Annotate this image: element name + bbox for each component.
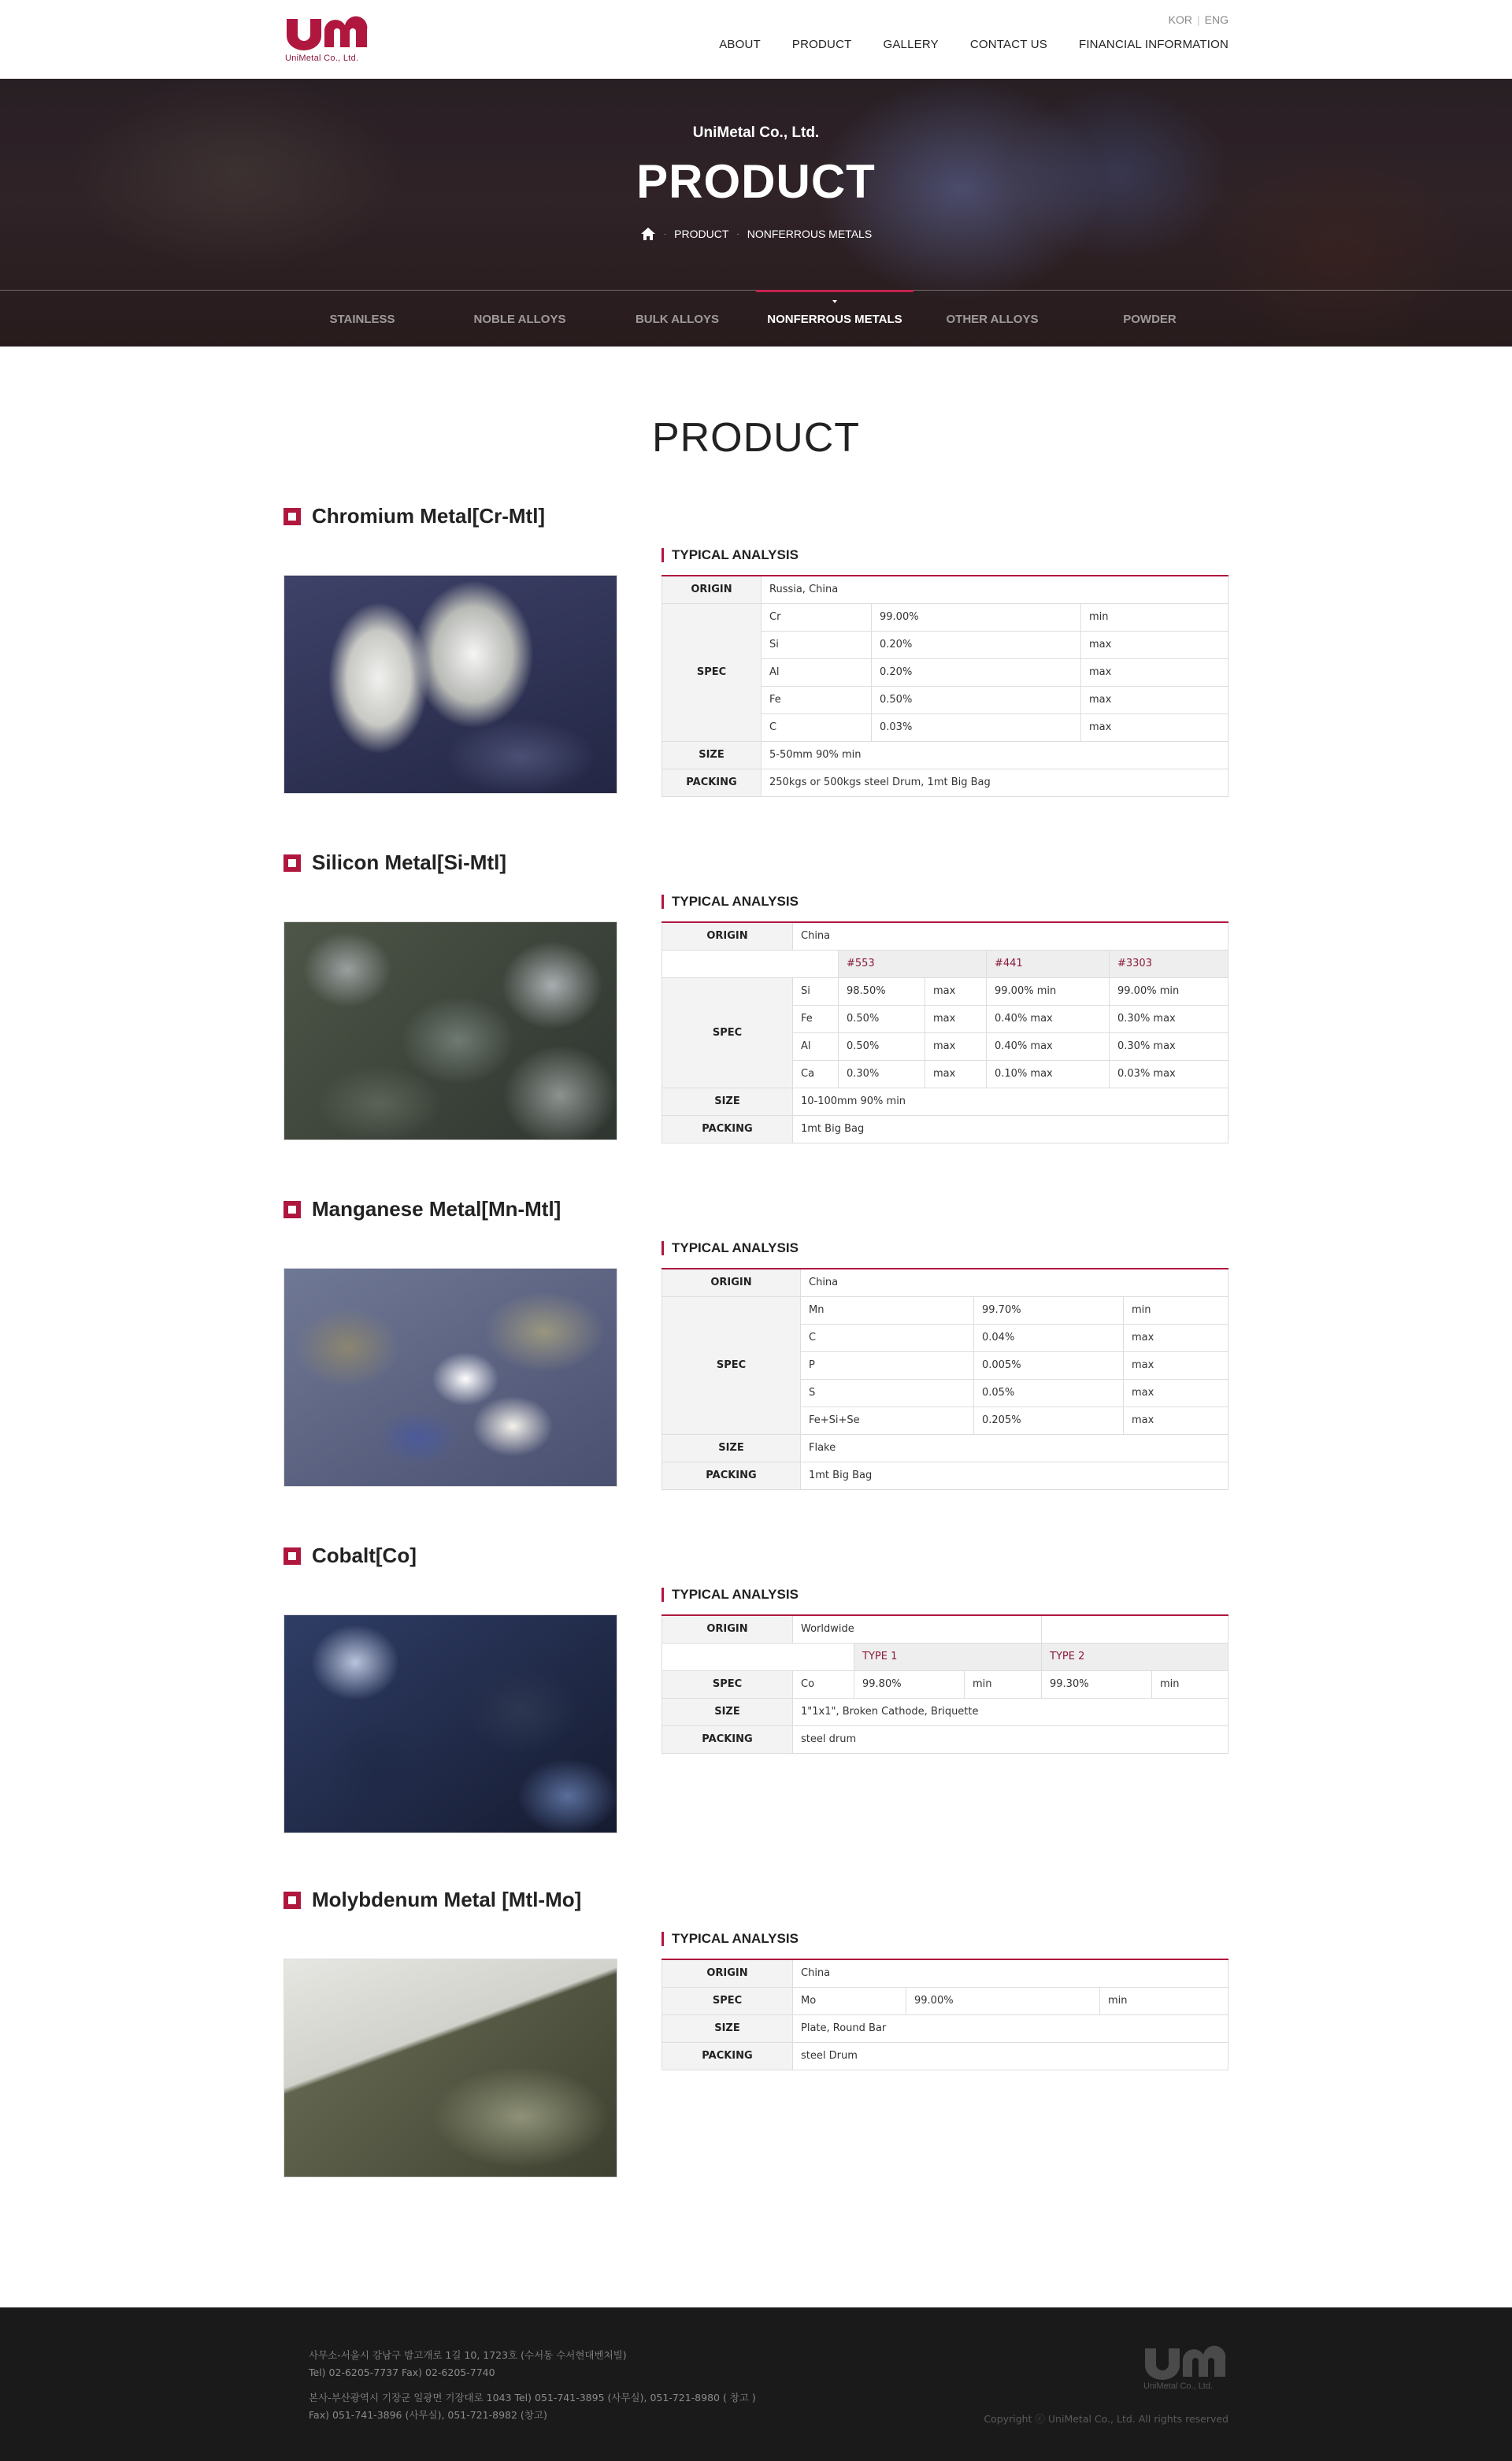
table-cell: 99.00% <box>906 1987 1100 2014</box>
table-cell: Si <box>793 977 839 1005</box>
table-cell: PACKING <box>662 769 762 796</box>
table-row <box>662 603 1228 631</box>
bullet-square-icon <box>284 508 301 525</box>
table-cell: ORIGIN <box>662 922 793 950</box>
table-cell: max <box>1081 686 1228 713</box>
table-row <box>662 1615 1228 1643</box>
table-cell: 0.50% <box>839 1032 925 1060</box>
table-cell: min <box>1100 1987 1228 2014</box>
table-cell: Fe <box>762 686 872 713</box>
analysis-table <box>662 1959 1228 2070</box>
product-photo <box>284 921 617 1140</box>
table-cell: 5-50mm 90% min <box>762 741 1228 769</box>
table-row <box>662 1698 1228 1725</box>
table-cell <box>1042 1615 1228 1643</box>
table-cell: 0.30% <box>839 1060 925 1088</box>
table-cell: max <box>1081 658 1228 686</box>
table-cell: Worldwide <box>793 1615 1042 1643</box>
table-cell: min <box>1081 603 1228 631</box>
table-cell: 250kgs or 500kgs steel Drum, 1mt Big Bag <box>762 769 1228 796</box>
table-cell: 0.20% <box>872 658 1081 686</box>
table-row <box>662 2042 1228 2070</box>
table-cell: 0.05% <box>974 1379 1124 1407</box>
table-cell: Co <box>793 1670 854 1698</box>
table-cell: PACKING <box>662 1115 793 1143</box>
product-photo <box>284 1614 617 1833</box>
table-cell: 0.50% <box>872 686 1081 713</box>
bullet-square-icon <box>284 1201 301 1218</box>
table-row <box>662 1088 1228 1115</box>
copyright: Copyright ⓒ UniMetal Co., Ltd. All rights reserved <box>984 2413 1228 2425</box>
table-cell: China <box>793 1959 1228 1987</box>
analysis-table <box>662 1268 1228 1490</box>
typical-analysis-label: TYPICAL ANALYSIS <box>662 548 799 562</box>
bullet-square-icon <box>284 854 301 872</box>
table-cell: Mo <box>793 1987 906 2014</box>
table-cell: Mn <box>801 1296 974 1324</box>
table-cell: SPEC <box>662 1296 801 1434</box>
table-cell: SIZE <box>662 2014 793 2042</box>
table-cell: SPEC <box>662 1987 793 2014</box>
subnav-bulk-alloys[interactable]: BULK ALLOYS <box>635 312 720 326</box>
hq-fax: Fax) 051-741-3896 (사무실), 051-721-8982 (창고) <box>309 2409 547 2421</box>
subnav-noble-alloys[interactable]: NOBLE ALLOYS <box>473 312 566 326</box>
table-cell: Cr <box>762 603 872 631</box>
footer-logo-caption: UniMetal Co., Ltd. <box>1143 2381 1214 2391</box>
office-contact: Tel) 02-6205-7737 Fax) 02-6205-7740 <box>309 2366 495 2378</box>
table-cell: 0.50% <box>839 1005 925 1032</box>
product-name: Cobalt[Co] <box>312 1544 417 1567</box>
table-cell: steel drum <box>793 1725 1228 1753</box>
table-cell: min <box>1124 1296 1228 1324</box>
table-cell: 0.40% max <box>987 1005 1110 1032</box>
typical-analysis-label: TYPICAL ANALYSIS <box>662 895 799 909</box>
language-switcher: KOR | ENG <box>1168 13 1228 26</box>
lang-kor-link[interactable]: KOR <box>1168 13 1193 26</box>
table-cell: PACKING <box>662 2042 793 2070</box>
subnav-other-alloys[interactable]: OTHER ALLOYS <box>946 312 1039 326</box>
logo[interactable] <box>284 16 370 66</box>
table-cell: Fe+Si+Se <box>801 1407 974 1434</box>
table-cell: 99.00% min <box>987 977 1110 1005</box>
breadcrumb-product[interactable]: PRODUCT <box>674 228 729 240</box>
table-row <box>662 977 1228 1005</box>
breadcrumb-nonferrous[interactable]: NONFERROUS METALS <box>747 228 873 240</box>
table-cell: Al <box>793 1032 839 1060</box>
table-cell: China <box>793 922 1228 950</box>
nav-product[interactable]: PRODUCT <box>791 38 852 51</box>
table-cell: 99.00% min <box>1110 977 1228 1005</box>
table-cell: Plate, Round Bar <box>793 2014 1228 2042</box>
table-cell: #441 <box>987 950 1110 977</box>
table-cell: 0.005% <box>974 1351 1124 1379</box>
hero-banner <box>0 79 1512 347</box>
table-cell: SPEC <box>662 603 762 741</box>
table-row <box>662 1462 1228 1489</box>
table-cell: ORIGIN <box>662 576 762 603</box>
nav-contact-us[interactable]: CONTACT US <box>969 38 1047 51</box>
table-cell: Si <box>762 631 872 658</box>
product-name: Manganese Metal[Mn-Mtl] <box>312 1197 561 1221</box>
table-cell: 99.00% <box>872 603 1081 631</box>
nav-gallery[interactable]: GALLERY <box>883 38 939 51</box>
table-cell: PACKING <box>662 1725 793 1753</box>
table-cell: TYPE 1 <box>854 1643 1042 1670</box>
office-address: 사무소-서울시 강남구 밤고개로 1길 10, 1723호 (수서동 수서현대벤처빌) <box>309 2349 627 2361</box>
table-cell: max <box>925 977 987 1005</box>
footer-logo <box>1142 2345 1228 2392</box>
hero-title: PRODUCT <box>636 155 876 208</box>
subnav-stainless[interactable]: STAINLESS <box>329 312 395 326</box>
home-icon[interactable] <box>640 227 656 241</box>
table-cell: 0.03% max <box>1110 1060 1228 1088</box>
table-cell: 99.80% <box>854 1670 965 1698</box>
table-row <box>662 1987 1228 2014</box>
sub-nav <box>0 290 1512 347</box>
table-cell: 1"1x1", Broken Cathode, Briquette <box>793 1698 1228 1725</box>
table-cell: SPEC <box>662 977 793 1088</box>
table-row <box>662 1959 1228 1987</box>
table-cell: Ca <box>793 1060 839 1088</box>
table-row <box>662 1643 1228 1670</box>
analysis-table <box>662 575 1228 797</box>
table-cell: max <box>925 1060 987 1088</box>
table-cell: 10-100mm 90% min <box>793 1088 1228 1115</box>
bullet-square-icon <box>284 1892 301 1909</box>
product-photo <box>284 1268 617 1487</box>
table-cell: Russia, China <box>762 576 1228 603</box>
table-row <box>662 950 1228 977</box>
table-row <box>662 741 1228 769</box>
nav-about[interactable]: ABOUT <box>719 38 761 51</box>
table-row <box>662 922 1228 950</box>
table-cell: P <box>801 1351 974 1379</box>
footer-address <box>309 2347 756 2424</box>
table-cell: Al <box>762 658 872 686</box>
table-row <box>662 1296 1228 1324</box>
table-cell: ORIGIN <box>662 1269 801 1296</box>
table-cell: China <box>801 1269 1228 1296</box>
table-cell <box>662 950 839 977</box>
table-cell: max <box>1124 1379 1228 1407</box>
subnav-nonferrous-metals[interactable]: NONFERROUS METALS <box>756 290 914 347</box>
table-cell: ORIGIN <box>662 1959 793 1987</box>
table-cell: steel Drum <box>793 2042 1228 2070</box>
table-cell: Flake <box>801 1434 1228 1462</box>
table-cell: max <box>925 1032 987 1060</box>
product-name: Molybdenum Metal [Mtl-Mo] <box>312 1888 582 1911</box>
subnav-powder[interactable]: POWDER <box>1123 312 1177 326</box>
table-cell: S <box>801 1379 974 1407</box>
table-cell: max <box>1124 1324 1228 1351</box>
table-cell: SIZE <box>662 1698 793 1725</box>
table-cell: TYPE 2 <box>1042 1643 1228 1670</box>
table-cell: SIZE <box>662 1434 801 1462</box>
table-row <box>662 1115 1228 1143</box>
table-cell <box>662 1643 854 1670</box>
table-cell: SIZE <box>662 1088 793 1115</box>
main-nav <box>719 38 1228 51</box>
table-cell: ORIGIN <box>662 1615 793 1643</box>
table-cell: 0.04% <box>974 1324 1124 1351</box>
product-name: Silicon Metal[Si-Mtl] <box>312 851 506 874</box>
product-photo <box>284 1959 617 2177</box>
table-cell: 0.10% max <box>987 1060 1110 1088</box>
hq-address: 본사-부산광역시 기장군 일광면 기장대로 1043 Tel) 051-741-3895 (사무실), 051-721-8980 ( 창고 ) <box>309 2392 756 2404</box>
table-cell: 98.50% <box>839 977 925 1005</box>
table-cell: max <box>1081 713 1228 741</box>
product-photo <box>284 575 617 794</box>
site-header <box>0 0 1512 79</box>
table-cell: max <box>1124 1351 1228 1379</box>
table-cell: 1mt Big Bag <box>793 1115 1228 1143</box>
lang-eng-link[interactable]: ENG <box>1204 13 1228 26</box>
table-cell: 0.20% <box>872 631 1081 658</box>
table-cell: 99.70% <box>974 1296 1124 1324</box>
table-cell: max <box>1081 631 1228 658</box>
typical-analysis-label: TYPICAL ANALYSIS <box>662 1241 799 1255</box>
logo-caption: UniMetal Co., Ltd. <box>285 54 359 63</box>
table-cell: 0.40% max <box>987 1032 1110 1060</box>
table-row <box>662 1725 1228 1753</box>
table-cell: 99.30% <box>1042 1670 1152 1698</box>
table-cell: #3303 <box>1110 950 1228 977</box>
nav-financial-information[interactable]: FINANCIAL INFORMATION <box>1078 38 1228 51</box>
table-cell: SPEC <box>662 1670 793 1698</box>
page-title: PRODUCT <box>651 415 861 461</box>
typical-analysis-label: TYPICAL ANALYSIS <box>662 1588 799 1602</box>
table-row <box>662 1434 1228 1462</box>
table-cell: SIZE <box>662 741 762 769</box>
table-cell: 1mt Big Bag <box>801 1462 1228 1489</box>
table-cell: 0.205% <box>974 1407 1124 1434</box>
table-cell: C <box>762 713 872 741</box>
table-cell: Fe <box>793 1005 839 1032</box>
analysis-table <box>662 921 1228 1143</box>
table-cell: min <box>965 1670 1042 1698</box>
table-row <box>662 769 1228 796</box>
table-cell: #553 <box>839 950 987 977</box>
table-row <box>662 2014 1228 2042</box>
table-row <box>662 1670 1228 1698</box>
logo-mark-icon <box>284 16 370 50</box>
analysis-table <box>662 1614 1228 1754</box>
table-cell: max <box>1124 1407 1228 1434</box>
site-footer <box>0 2307 1512 2461</box>
hero-company: UniMetal Co., Ltd. <box>692 124 820 141</box>
table-cell: 0.03% <box>872 713 1081 741</box>
table-cell: PACKING <box>662 1462 801 1489</box>
table-cell: C <box>801 1324 974 1351</box>
typical-analysis-label: TYPICAL ANALYSIS <box>662 1932 799 1946</box>
table-cell: 0.30% max <box>1110 1005 1228 1032</box>
table-row <box>662 1269 1228 1296</box>
table-cell: 0.30% max <box>1110 1032 1228 1060</box>
table-cell: max <box>925 1005 987 1032</box>
footer-logo-mark-icon <box>1142 2345 1228 2380</box>
bullet-square-icon <box>284 1547 301 1565</box>
product-name: Chromium Metal[Cr-Mtl] <box>312 504 546 528</box>
table-row <box>662 576 1228 603</box>
breadcrumb: · PRODUCT · NONFERROUS METALS <box>0 227 1512 241</box>
table-cell: min <box>1152 1670 1228 1698</box>
